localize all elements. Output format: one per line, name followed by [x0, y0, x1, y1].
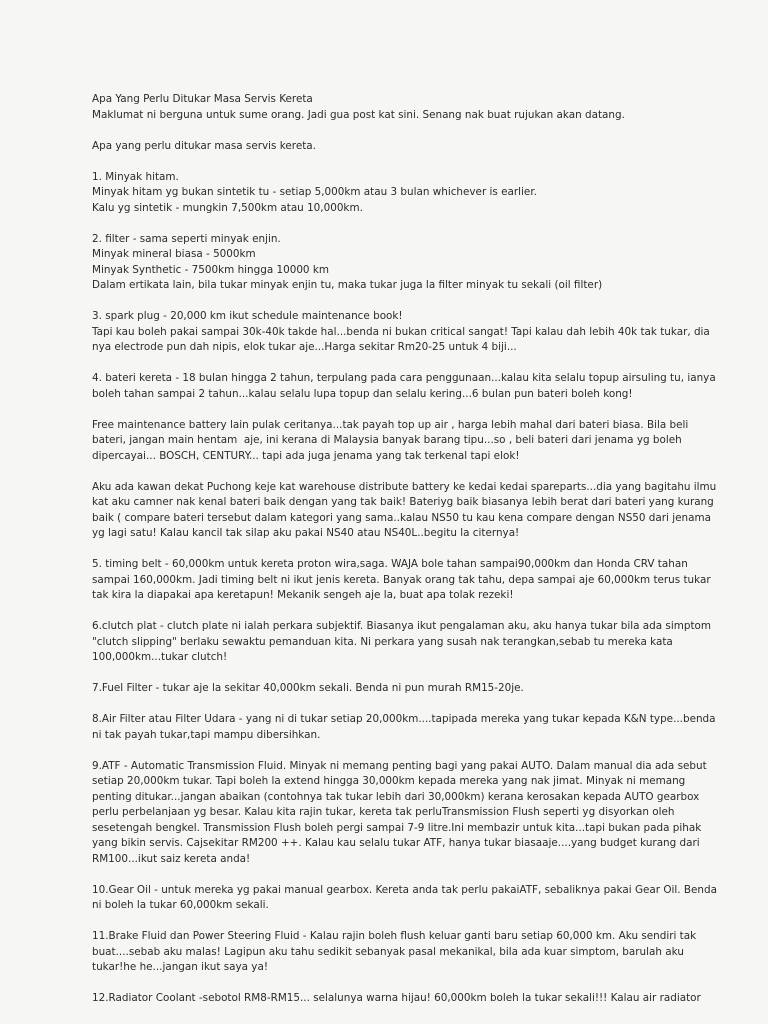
paragraph — [92, 170, 728, 217]
text-line: 4. bateri kereta - 18 bulan hingga 2 tahun, terpulang pada cara penggunaan...kalau kita selalu topup airsuling tu, ianya — [92, 372, 716, 384]
paragraph — [92, 309, 728, 356]
text-line: Apa yang perlu ditukar masa servis kereta. — [92, 139, 316, 152]
text-line: setiap 20,000km tukar. Tapi boleh la extend hingga 30,000km kepada mereka yang nak jimat. Minyak ni memang — [92, 775, 686, 787]
text-line: 5. timing belt - 60,000km untuk kereta proton wira,saga. WAJA bole tahan sampai90,000km dan Honda CRV tahan — [92, 558, 688, 570]
text-line: kat aku camner nak kenal bateri baik dengan yang tak baik! Bateriyg baik biasanya lebih berat dari bateri yang kurang — [92, 496, 714, 508]
text-line: Tapi kau boleh pakai sampai 30k-40k takde hal...benda ni bukan critical sangat! Tapi kalau dah lebih 40k tak tukar, dia — [92, 325, 710, 338]
text-line: penting ditukar...jangan abaikan (contohnya tak tukar lebih dari 30,000km) kerana kerosakan kepada AUTO gearbox — [92, 790, 700, 803]
text-line: 3. spark plug - 20,000 km ikut schedule maintenance book! — [92, 310, 403, 322]
text-line: sampai 160,000km. Jadi timing belt ni ikut jenis kereta. Banyak orang tak tahu, depa sampai aje 60,000km terus tukar — [92, 573, 711, 586]
text-line: tukar!he he...jangan ikut saya ya! — [92, 961, 268, 973]
text-line: Minyak mineral biasa - 5000km — [92, 248, 256, 260]
text-line: perlu perbelanjaan yg besar. Kalau kita rajin tukar, kereta tak perluTransmission Flush seperti yg disyorkan oleh — [92, 806, 675, 818]
paragraph — [92, 139, 728, 155]
text-line: nya electrode pun dah nipis, elok tukar aje...Harga sekitar Rm20-25 untuk 4 biji... — [92, 341, 517, 353]
text-line: 7.Fuel Filter - tukar aje la sekitar 40,000km sekali. Benda ni pun murah RM15-20je. — [92, 682, 524, 694]
text-line: 10.Gear Oil - untuk mereka yg pakai manual gearbox. Kereta anda tak perlu pakaiATF, sebaliknya pakai Gear Oil. Benda — [92, 883, 717, 896]
text-line: ni boleh la tukar 60,000km sekali. — [92, 899, 269, 911]
text-line: dipercayai... BOSCH, CENTURY... tapi ada juga jenama yang tak terkenal tapi elok! — [92, 449, 520, 462]
text-line: Aku ada kawan dekat Puchong keje kat warehouse distribute battery ke kedai kedai spareparts...dia yang bagitahu ilmu — [92, 480, 717, 493]
paragraph — [92, 557, 728, 604]
text-line: 12.Radiator Coolant -sebotol RM8-RM15... selalunya warna hijau! 60,000km boleh la tukar sekali!!! Kalau air radiator — [92, 992, 701, 1004]
text-line: "clutch slipping" berlaku sewaktu pemanduan kita. Ni perkara yang susah nak terangkan,sebab tu mereka kata — [92, 635, 673, 648]
text-line: 100,000km...tukar clutch! — [92, 651, 228, 663]
text-line: RM100...ikut saiz kereta anda! — [92, 852, 251, 865]
text-line: Minyak Synthetic - 7500km hingga 10000 km — [92, 263, 329, 276]
paragraph — [92, 681, 728, 697]
paragraph — [92, 480, 728, 542]
text-line: 8.Air Filter atau Filter Udara - yang ni di tukar setiap 20,000km....tapipada mereka yang tukar kepada K&N type...benda — [92, 713, 716, 725]
text-line: Maklumat ni berguna untuk sume orang. Jadi gua post kat sini. Senang nak buat rujukan akan datang. — [92, 108, 625, 121]
text-line: 6.clutch plat - clutch plate ni ialah perkara subjektif. Biasanya ikut pengalaman aku, aku hanya tukar bila ada simptom — [92, 620, 711, 632]
text-line: 2. filter - sama seperti minyak enjin. — [92, 232, 281, 245]
text-line: Minyak hitam yg bukan sintetik tu - setiap 5,000km atau 3 bulan whichever is earlier. — [92, 186, 537, 198]
text-line: baik ( compare bateri tersebut dalam kategori yang sama..kalau NS50 tu kau kena compare dengan NS50 dari jenama — [92, 511, 711, 524]
text-line: tak kira la diapakai apa keretapun! Mekanik sengeh aje la, buat apa tolak rezeki! — [92, 589, 514, 601]
paragraph — [92, 418, 728, 465]
paragraph — [92, 991, 728, 1007]
paragraph — [92, 712, 728, 743]
text-line: Free maintenance battery lain pulak ceritanya...tak payah top up air , harga lebih mahal dari bateri biasa. Bila beli — [92, 418, 689, 431]
text-line: buat....sebab aku malas! Lagipun aku tahu sedikit sebanyak pasal mekanikal, bila ada kuar simptom, barulah aku — [92, 945, 684, 958]
document-body — [92, 92, 728, 1007]
paragraph — [92, 92, 728, 123]
text-line: yang bikin servis. Cajsekitar RM200 ++. Kalau kau selalu tukar ATF, hanya tukar biasaaje....yang budget kurang dari — [92, 837, 700, 849]
text-line: sesetengah bengkel. Transmission Flush boleh pergi sampai 7-9 litre.Ini membazir untuk kita...tapi bukan pada pihak — [92, 821, 702, 834]
text-line: 11.Brake Fluid dan Power Steering Fluid - Kalau rajin boleh flush keluar ganti baru setiap 60,000 km. Aku sendiri tak — [92, 930, 697, 942]
text-line: boleh tahan sampai 2 tahun...kalau selalu lupa topup dan selalu kering...6 bulan pun bateri boleh kong! — [92, 387, 633, 400]
text-line: 9.ATF - Automatic Transmission Fluid. Minyak ni memang penting bagi yang pakai AUTO. Dalam manual dia ada sebut — [92, 759, 707, 772]
paragraph — [92, 929, 728, 976]
text-line: Dalam ertikata lain, bila tukar minyak enjin tu, maka tukar juga la filter minyak tu sekali (oil filter) — [92, 279, 603, 291]
paragraph — [92, 619, 728, 666]
paragraph — [92, 371, 728, 402]
text-line: ni tak payah tukar,tapi mampu dibersihkan. — [92, 728, 321, 741]
paragraph — [92, 883, 728, 914]
text-line: bateri, jangan main hentam aje, ini kerana di Malaysia banyak barang tipu...so , beli bateri dari jenama yg boleh — [92, 434, 682, 446]
text-line: yg lagi satu! Kalau kancil tak silap aku pakai NS40 atau NS40L..begitu la citernya! — [92, 527, 520, 539]
text-line: 1. Minyak hitam. — [92, 170, 179, 183]
text-line: Apa Yang Perlu Ditukar Masa Servis Kereta — [92, 93, 313, 105]
paragraph — [92, 759, 728, 868]
paragraph — [92, 232, 728, 294]
text-line: Kalu yg sintetik - mungkin 7,500km atau 10,000km. — [92, 201, 363, 214]
